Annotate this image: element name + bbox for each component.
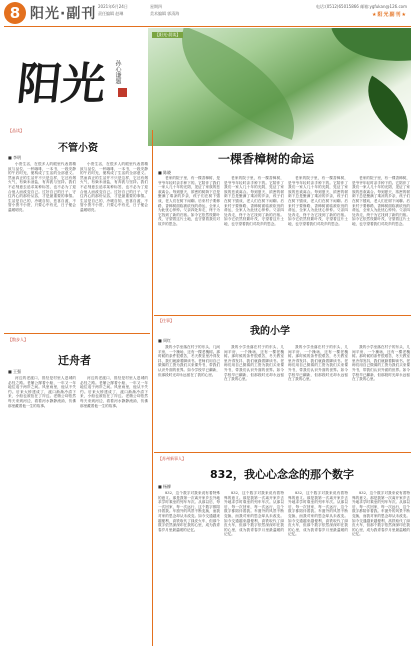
section-tag: 【往事】 xyxy=(158,318,174,323)
article-body xyxy=(224,176,284,308)
section-tag: 【品读】 xyxy=(8,128,24,133)
article-byline: ■ 杨柳 xyxy=(158,484,172,489)
logo-seal-icon xyxy=(118,88,127,97)
article-title: 不管小资 xyxy=(58,143,98,154)
section-divider xyxy=(4,333,150,334)
slogan: ★阳光副刊★ xyxy=(372,12,407,18)
article-body xyxy=(80,162,148,327)
article-body xyxy=(80,376,148,642)
calligraphy-logo xyxy=(14,48,138,110)
article-title: 832，我心心念念的那个数字 xyxy=(210,468,354,481)
article-byline: ■ 李明 xyxy=(8,155,22,160)
logo-text: 阳光 xyxy=(14,59,109,110)
photo-tag: 【阳光·晨读】 xyxy=(152,32,183,38)
article-body-text: 老家的院子里，有一棵香樟树，是爷爷年轻时亲手种下的。它陪伴了我们一家人几十年的光阴，见证了家族的悲欢离合。每到夏天，浓密的树荫下总是聚满了乘凉的乡亲，孩子们在树下嬉戏，老人们在树下闲聊。后来村子要修路，香樟树面临被砍伐的命运，全家人为此忧心忡忡。父亲四处奔走，终于为它找到了新的归宿。如今它依然枝繁叶茂，守望着这片土地，也守望着我们对故乡的思念。 xyxy=(224,176,284,226)
article-body xyxy=(352,491,410,642)
section-divider xyxy=(154,452,411,453)
issue-date: 2021年6月24日 xyxy=(98,4,128,9)
article-body xyxy=(224,345,284,445)
article-body-text: 我的小学坐落在村子的东头，几间平房，一个操场，还有一棵老槐树。那时候的条件很艰苦，冬天教室里冷得发抖，我们就跺着脚读书。老师们用自己微薄的工资为我们买来课外书，带我们认识外面的世界。如今学校早已翻新，但那段时光却永远留在了我的心里。 xyxy=(288,345,348,382)
paper-title: 阳光·副刊 xyxy=(30,6,97,22)
article-body-text: 我的小学坐落在村子的东头，几间平房，一个操场，还有一棵老槐树。那时候的条件很艰苦，冬天教室里冷得发抖，我们就跺着脚读书。老师们用自己微薄的工资为我们买来课外书，带我们认识外面的世界。如今学校早已翻新，但那段时光却永远留在了我的心里。 xyxy=(224,345,284,382)
section-tag: 【苏州新事人】 xyxy=(158,456,186,461)
article-body-text: 小资生活，在很多人的眼里代表着精致与品位，一杯咖啡，一本书，一段安静的午后时光，便构成了生活的全部意义。然而真正的生活并不只是这样，它还有烟火气，有柴米油盐，有奔波与坚持。我们不必刻意去追求某种标签，也不必为了迎合他人而改变自己。过好自己的日子，守住内心的那份从容，才是最重要的事情。生活是自己的，冷暖自知，悲喜自渡，不管小资不小资，只要心中有光，日子便会温暖明亮。 xyxy=(8,162,76,212)
article-byline: ■ 王强 xyxy=(8,369,22,374)
leaf-shape xyxy=(160,28,315,140)
article-body xyxy=(352,345,410,445)
article-body-text: 河边的老渡口，曾经是村里人进城的必经之路。老艄公撑着小船，一年又一年地往返于两岸之间。风里雨里，他从不失约。后来大桥建成了，渡口渐渐冷清下来，小船也被拴在了岸边。老艄公却依然每天来到河边，看着河水静静流淌，仿佛那里藏着他一生的故事。 xyxy=(80,376,148,408)
article-byline: ■ 陈晓 xyxy=(158,170,172,175)
article-body-text: 我的小学坐落在村子的东头，几间平房，一个操场，还有一棵老槐树。那时候的条件很艰苦，冬天教室里冷得发抖，我们就跺着脚读书。老师们用自己微薄的工资为我们买来课外书，带我们认识外面的世界。如今学校早已翻新，但那段时光却永远留在了我的心里。 xyxy=(158,345,220,377)
article-body xyxy=(158,491,220,642)
article-body-text: 老家的院子里，有一棵香樟树，是爷爷年轻时亲手种下的。它陪伴了我们一家人几十年的光阴，见证了家族的悲欢离合。每到夏天，浓密的树荫下总是聚满了乘凉的乡亲，孩子们在树下嬉戏，老人们在树下闲聊。后来村子要修路，香樟树面临被砍伐的命运，全家人为此忧心忡忡。父亲四处奔走，终于为它找到了新的归宿。如今它依然枝繁叶茂，守望着这片土地，也守望着我们对故乡的思念。 xyxy=(352,176,410,226)
article-body-text: 我的小学坐落在村子的东头，几间平房，一个操场，还有一棵老槐树。那时候的条件很艰苦，冬天教室里冷得发抖，我们就跺着脚读书。老师们用自己微薄的工资为我们买来课外书，带我们认识外面的世界。如今学校早已翻新，但那段时光却永远留在了我的心里。 xyxy=(352,345,410,382)
article-title: 一棵香樟树的命运 xyxy=(218,152,315,166)
article-body-text: 832，这个数字对我来说有着特殊的意义。那是我第一次离开家乡去外地求学时乘坐的列车车次。从那以后，每一次回家，每一次远行，这个数字都陪伴着我。车窗外的风景不断变换，而我对家的思念却从未改变。如今交通越来越便利，高铁取代了绿皮火车，但那个数字依然深深印在我的心里，成为我青春岁月里最温暖的记忆。 xyxy=(158,491,220,532)
article-body xyxy=(8,162,76,327)
section-tag: 【散步人】 xyxy=(8,337,28,342)
article-body-text: 小资生活，在很多人的眼里代表着精致与品位，一杯咖啡，一本书，一段安静的午后时光，便构成了生活的全部意义。然而真正的生活并不只是这样，它还有烟火气，有柴米油盐，有奔波与坚持。我们不必刻意去追求某种标签，也不必为了迎合他人而改变自己。过好自己的日子，守住内心的那份从容，才是最重要的事情。生活是自己的，冷暖自知，悲喜自渡，不管小资不小资，只要心中有光，日子便会温暖明亮。 xyxy=(80,162,148,212)
article-body xyxy=(288,176,348,308)
article-body xyxy=(8,376,76,642)
article-body xyxy=(288,491,348,642)
design-credit: 美术编辑 郭清海 xyxy=(150,11,180,16)
article-body xyxy=(288,345,348,445)
article-body-text: 832，这个数字对我来说有着特殊的意义。那是我第一次离开家乡去外地求学时乘坐的列车车次。从那以后，每一次回家，每一次远行，这个数字都陪伴着我。车窗外的风景不断变换，而我对家的思念却从未改变。如今交通越来越便利，高铁取代了绿皮火车，但那个数字依然深深印在我的心里，成为我青春岁月里最温暖的记忆。 xyxy=(224,491,284,537)
column-divider xyxy=(152,130,153,646)
contact-info: 电话:(0512)65015866 邮箱:ygfukan@126.com xyxy=(315,4,407,9)
article-body-text: 832，这个数字对我来说有着特殊的意义。那是我第一次离开家乡去外地求学时乘坐的列车车次。从那以后，每一次回家，每一次远行，这个数字都陪伴着我。车窗外的风景不断变换，而我对家的思念却从未改变。如今交通越来越便利，高铁取代了绿皮火车，但那个数字依然深深印在我的心里，成为我青春岁月里最温暖的记忆。 xyxy=(352,491,410,537)
leaf-photo xyxy=(148,28,411,146)
article-body-text: 老家的院子里，有一棵香樟树，是爷爷年轻时亲手种下的。它陪伴了我们一家人几十年的光阴，见证了家族的悲欢离合。每到夏天，浓密的树荫下总是聚满了乘凉的乡亲，孩子们在树下嬉戏，老人们在树下闲聊。后来村子要修路，香樟树面临被砍伐的命运，全家人为此忧心忡忡。父亲四处奔走，终于为它找到了新的归宿。如今它依然枝繁叶茂，守望着这片土地，也守望着我们对故乡的思念。 xyxy=(158,176,220,226)
article-body xyxy=(158,176,220,308)
article-title: 迁舟者 xyxy=(58,354,91,367)
header-rule xyxy=(4,26,411,27)
article-body xyxy=(158,345,220,445)
article-byline: ■ 周红 xyxy=(158,338,172,343)
article-body xyxy=(224,491,284,642)
leaf-shape xyxy=(352,76,411,141)
article-title: 我的小学 xyxy=(250,326,290,337)
logo-signature: 孙心谦题 xyxy=(114,60,121,84)
page-number-badge: 8 xyxy=(4,2,26,24)
article-body xyxy=(352,176,410,308)
article-body-text: 老家的院子里，有一棵香樟树，是爷爷年轻时亲手种下的。它陪伴了我们一家人几十年的光阴，见证了家族的悲欢离合。每到夏天，浓密的树荫下总是聚满了乘凉的乡亲，孩子们在树下嬉戏，老人们在树下闲聊。后来村子要修路，香樟树面临被砍伐的命运，全家人为此忧心忡忡。父亲四处奔走，终于为它找到了新的归宿。如今它依然枝繁叶茂，守望着这片土地，也守望着我们对故乡的思念。 xyxy=(288,176,348,226)
article-body-text: 832，这个数字对我来说有着特殊的意义。那是我第一次离开家乡去外地求学时乘坐的列车车次。从那以后，每一次回家，每一次远行，这个数字都陪伴着我。车窗外的风景不断变换，而我对家的思念却从未改变。如今交通越来越便利，高铁取代了绿皮火车，但那个数字依然深深印在我的心里，成为我青春岁月里最温暖的记忆。 xyxy=(288,491,348,537)
issue-weekday: 星期四 xyxy=(150,4,162,9)
editor-credit: 责任编辑 赵琳 xyxy=(98,11,124,16)
section-divider xyxy=(154,315,411,316)
article-body-text: 河边的老渡口，曾经是村里人进城的必经之路。老艄公撑着小船，一年又一年地往返于两岸之间。风里雨里，他从不失约。后来大桥建成了，渡口渐渐冷清下来，小船也被拴在了岸边。老艄公却依然每天来到河边，看着河水静静流淌，仿佛那里藏着他一生的故事。 xyxy=(8,376,76,408)
